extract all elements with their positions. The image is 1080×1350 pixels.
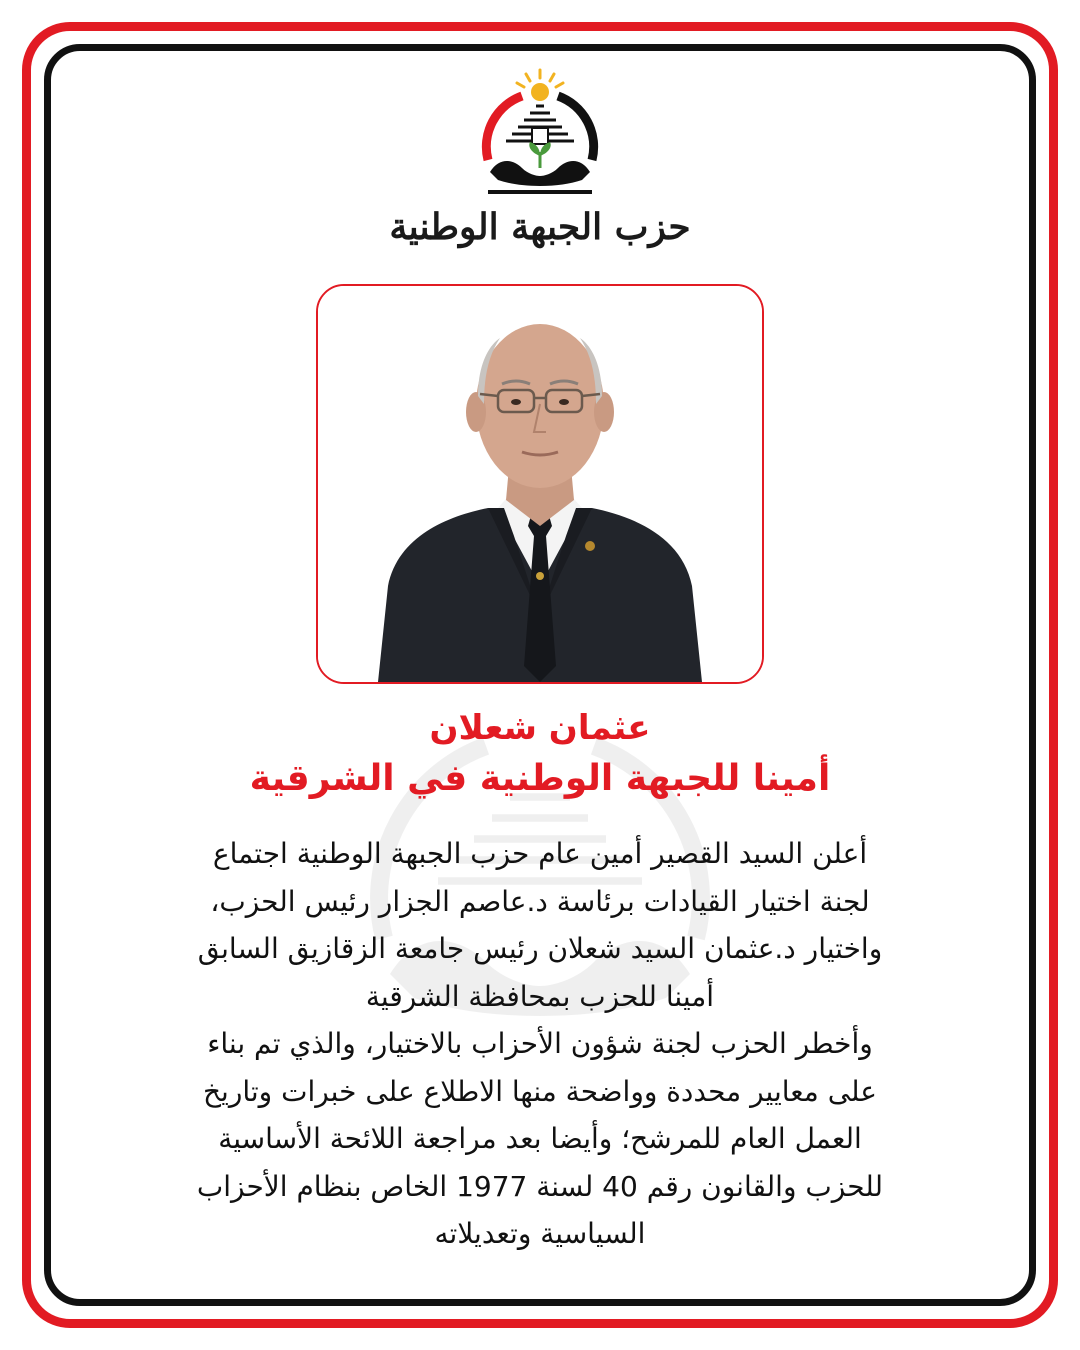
announcement-text (110, 830, 970, 1258)
announcement-line: للحزب والقانون رقم 40 لسنة 1977 الخاص بنظام الأحزاب (196, 1169, 884, 1203)
person-name: عثمان شعلان (429, 708, 651, 748)
announcement-line: على معايير محددة وواضحة منها الاطلاع على خبرات وتاريخ (202, 1074, 878, 1108)
announcement-line: أعلن السيد القصير أمين عام حزب الجبهة الوطنية اجتماع (212, 837, 868, 870)
announcement-line: وأخطر الحزب لجنة شؤون الأحزاب بالاختيار، والذي تم بناء (207, 1027, 873, 1060)
announcement-line: العمل العام للمرشح؛ وأيضا بعد مراجعة اللائحة الأساسية (218, 1122, 862, 1155)
announcement-line: أمينا للحزب بمحافظة الشرقية (365, 979, 715, 1013)
announcement-line: واختيار د.عثمان السيد شعلان رئيس جامعة الزقازيق السابق (197, 932, 883, 965)
announcement-line: لجنة اختيار القيادات برئاسة د.عاصم الجزار رئيس الحزب، (210, 884, 870, 918)
party-name: حزب الجبهة الوطنية (389, 206, 691, 248)
party-emblem-icon (470, 68, 610, 200)
person-role: أمينا للجبهة الوطنية في الشرقية (249, 758, 831, 799)
announcement-line: السياسية وتعديلاته (434, 1217, 646, 1250)
portrait-photo (316, 284, 764, 684)
